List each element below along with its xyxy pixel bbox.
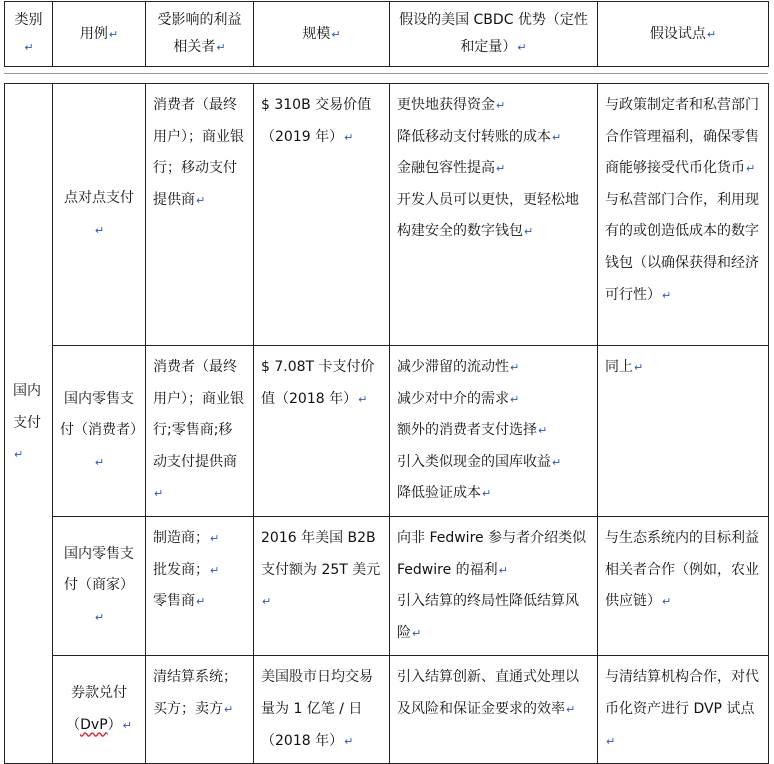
scale-cell: 美国股市日均交易量为 1 亿笔 / 日（2018 年）↵ [254,656,390,764]
header-row [5,2,769,67]
header-advantages: 假设的美国 CBDC 优势（定性和定量）↵ [390,2,598,67]
scale-cell: $ 7.08T 卡支付价值（2018 年）↵ [254,346,390,517]
header-table [4,1,769,67]
header-scale: 规模↵ [254,2,390,67]
data-table [4,83,769,764]
header-category: 类别↵ [5,2,53,67]
table-row [5,346,769,517]
advantages-cell: 减少滞留的流动性↵ 减少对中介的需求↵ 额外的消费者支付选择↵ 引入类似现金的国库收益↵ 降低验证成本↵ [390,346,598,517]
stakeholders-cell: 制造商；↵ 批发商；↵ 零售商↵ [146,516,254,655]
header-stakeholders: 受影响的利益相关者↵ [146,2,254,67]
pilots-cell: 与生态系统内的目标利益相关者合作（例如，农业供应链）↵ [598,516,769,655]
stakeholders-cell: 清结算系统；买方；卖方↵ [146,656,254,764]
advantages-cell: 更快地获得资金↵ 降低移动支付转账的成本↵ 金融包容性提高↵ 开发人员可以更快，更轻松地构建安全的数字钱包↵ [390,84,598,346]
table-row [5,516,769,655]
pilots-cell: 与政策制定者和私营部门合作管理福利，确保零售商能够接受代币化货币↵ 与私营部门合作，利用现有的或创造低成本的数字钱包（以确保获得和经济可行性）↵ [598,84,769,346]
pilots-cell: 同上↵ [598,346,769,517]
stakeholders-cell: 消费者（最终用户）；商业银行；移动支付提供商↵ [146,84,254,346]
use-case-cell: 券款兑付 （DvP）↵ [53,656,146,764]
stakeholders-cell: 消费者（最终用户）；商业银行;零售商;移动支付提供商↵ [146,346,254,517]
use-case-cell: 国内零售支付（商家）↵ [53,516,146,655]
table-row [5,84,769,346]
advantages-cell: 引入结算创新、直通式处理以及风险和保证金要求的效率↵ [390,656,598,764]
header-use-case: 用例↵ [53,2,146,67]
scale-cell: $ 310B 交易价值（2019 年）↵ [254,84,390,346]
header-pilots: 假设试点↵ [598,2,769,67]
use-case-cell: 点对点支付↵ [53,84,146,346]
scale-cell: 2016 年美国 B2B 支付额为 25T 美元↵ [254,516,390,655]
category-cell: 国内支付↵ [5,84,53,764]
table-row [5,656,769,764]
use-case-cell: 国内零售支付（消费者）↵ [53,346,146,517]
header-separator [4,73,768,74]
pilots-cell: 与清结算机构合作，对代币化资产进行 DVP 试点↵ [598,656,769,764]
advantages-cell: 向非 Fedwire 参与者介绍类似 Fedwire 的福利↵ 引入结算的终局性降低结算风险↵ [390,516,598,655]
